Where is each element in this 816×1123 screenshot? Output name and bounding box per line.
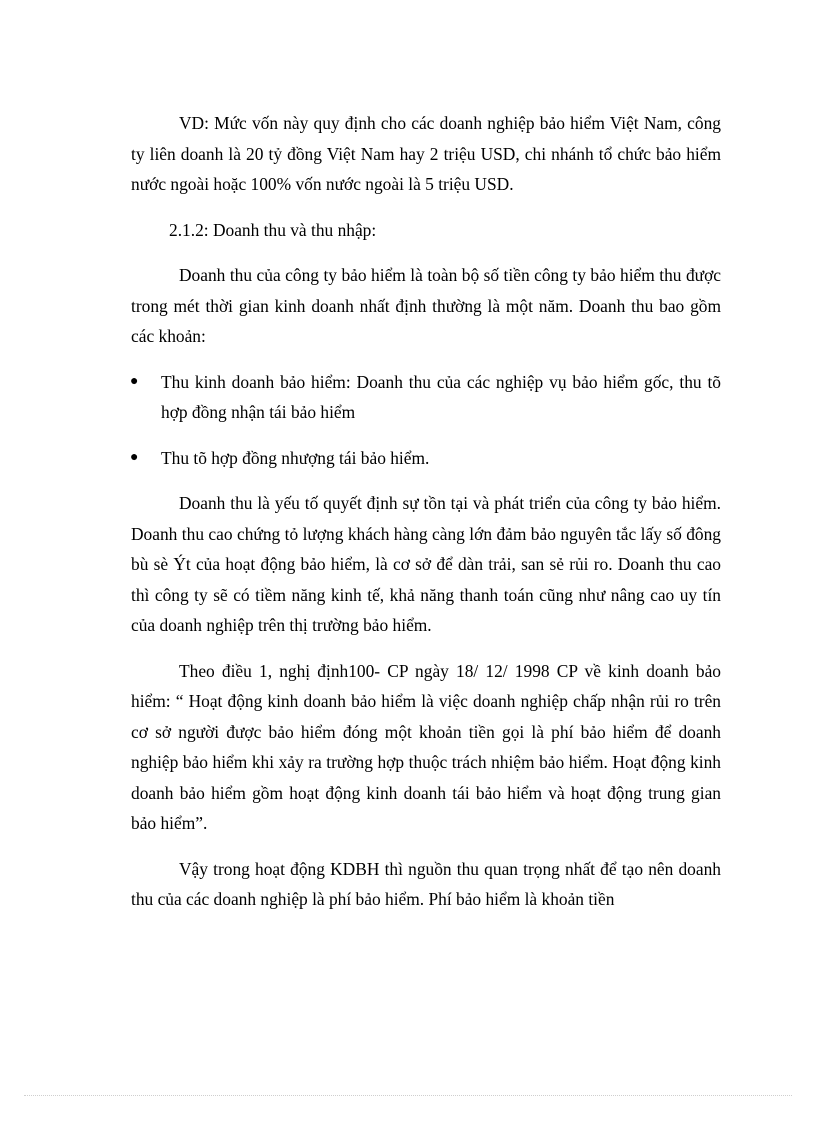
paragraph-revenue-importance: Doanh thu là yếu tố quyết định sự tồn tại và phát triển của công ty bảo hiểm. Doanh thu cao chứng tỏ lượng khách hàng càng lớn đảm bảo nguyên tắc lấy số đông bù sè Ýt của hoạt động bảo hiểm, là cơ sở để dàn trải, san sẻ rủi ro. Doanh thu cao thì công ty sẽ có tiềm năng kinh tế, khả năng thanh toán cũng như nâng cao uy tín của doanh nghiệp trên thị trường bảo hiểm. — [131, 493, 721, 635]
bullet-item — [131, 367, 721, 428]
paragraph-revenue-definition: Doanh thu của công ty bảo hiểm là toàn bộ số tiền công ty bảo hiểm thu được trong mét thời gian kinh doanh nhất định thường là một năm. Doanh thu bao gồm các khoản: — [131, 265, 721, 346]
bullet-dot-icon: ● — [130, 373, 139, 389]
bullet-text: Thu tõ hợp đồng nhượng tái bảo hiểm. — [161, 447, 430, 468]
document-body — [131, 108, 721, 930]
paragraph-premium-intro: Vậy trong hoạt động KDBH thì nguồn thu quan trọng nhất để tạo nên doanh thu của các doanh nghiệp là phí bảo hiểm. Phí bảo hiểm là khoản tiền — [131, 858, 721, 909]
paragraph-capital-example: VD: Mức vốn này quy định cho các doanh nghiệp bảo hiểm Việt Nam, công ty liên doanh là 20 tỷ đồng Việt Nam hay 2 triệu USD, chi nhánh tổ chức bảo hiểm nước ngoài hoặc 100% vốn nước ngoài là 5 triệu USD. — [131, 113, 721, 194]
bullet-dot-icon: ● — [130, 449, 139, 465]
bullet-item — [131, 443, 721, 474]
paragraph-decree-quote: Theo điều 1, nghị định100- CP ngày 18/ 12/ 1998 CP về kinh doanh bảo hiểm: “ Hoạt động kinh doanh bảo hiểm là việc doanh nghiệp chấp nhận rủi ro trên cơ sở người được bảo hiểm đóng một khoản tiền gọi là phí bảo hiểm để doanh nghiệp bảo hiểm khi xảy ra trường hợp thuộc trách nhiệm bảo hiểm. Hoạt động kinh doanh bảo hiểm gồm hoạt động kinh doanh tái bảo hiểm và hoạt động trung gian bảo hiểm”. — [131, 660, 721, 833]
page-footer-divider — [24, 1095, 792, 1096]
section-heading-revenue: 2.1.2: Doanh thu và thu nhập: — [169, 219, 377, 240]
bullet-text: Thu kinh doanh bảo hiểm: Doanh thu của các nghiệp vụ bảo hiểm gốc, thu tõ hợp đồng nhận tái bảo hiểm — [161, 371, 721, 422]
